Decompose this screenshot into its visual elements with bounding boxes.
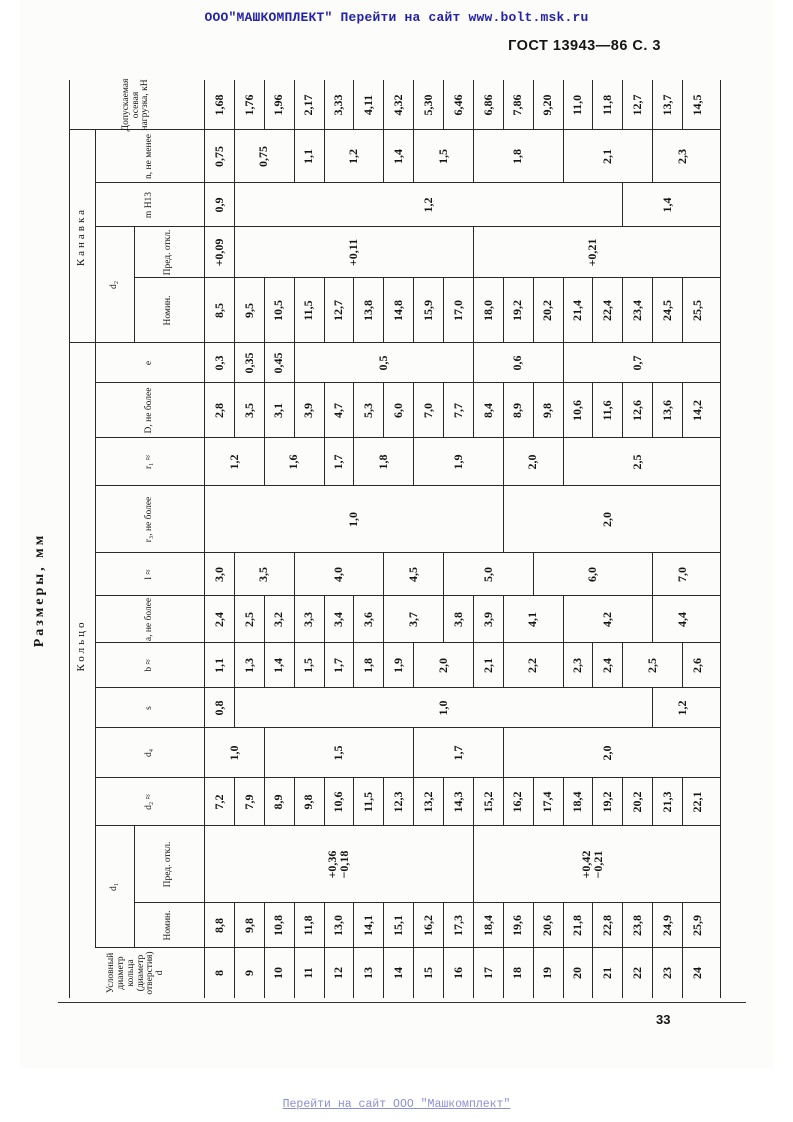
cell-dk_nom: 21,4: [570, 300, 585, 321]
cell-d2: 19,2: [600, 791, 615, 813]
cell-d1_nom: 24,9: [659, 915, 674, 936]
cell-D: 12,6: [630, 400, 645, 421]
cell-d1_nom: 14,1: [361, 915, 376, 936]
cell-e: 0,5: [375, 355, 390, 371]
header-d: Условный диаметр кольца (диаметр отверстия) d: [105, 951, 166, 995]
cell-dk_tol: +0,21: [585, 238, 600, 267]
cell-e: 0,3: [211, 355, 226, 371]
cell-load: 6,46: [450, 94, 465, 116]
cell-m: 1,2: [420, 197, 435, 213]
cell-n: 1,4: [390, 149, 405, 164]
cell-load: 5,30: [420, 94, 435, 116]
cell-D: 7,0: [420, 403, 435, 418]
cell-d: 15: [420, 967, 435, 979]
cell-d: 14: [390, 967, 405, 979]
ring-group-header: Кольцо: [75, 619, 88, 672]
cell-d4: 2,0: [600, 745, 615, 761]
cell-d: 11: [301, 967, 316, 979]
cell-load: 1,76: [241, 94, 256, 116]
cell-dk_nom: 14,8: [390, 300, 405, 321]
cell-d1_nom: 20,6: [540, 915, 555, 936]
header-groove-tol: Пред. откл.: [163, 229, 174, 276]
cell-load: 11,8: [600, 94, 615, 116]
cell-l: 4,0: [331, 567, 346, 582]
header-b: b ≈: [143, 659, 154, 672]
cell-b: 2,1: [480, 658, 495, 673]
cell-s: 1,2: [674, 700, 689, 716]
cell-dk_nom: 12,7: [331, 300, 346, 321]
cell-n: 0,75: [256, 146, 271, 167]
cell-d2: 7,9: [241, 794, 256, 810]
cell-load: 14,5: [689, 94, 704, 116]
header-n: n, не менее: [143, 134, 154, 179]
cell-a: 4,4: [674, 612, 689, 627]
cell-n: 1,5: [435, 149, 450, 164]
cell-d1_nom: 16,2: [420, 915, 435, 936]
cell-n: 0,75: [211, 146, 226, 167]
gost-reference: ГОСТ 13943—86 С. 3: [508, 38, 661, 54]
cell-d2: 10,6: [331, 791, 346, 813]
cell-r1: 1,9: [450, 454, 465, 470]
header-d1: d₁: [108, 882, 119, 892]
cell-d1_nom: 10,8: [271, 915, 286, 936]
cell-load: 1,68: [211, 94, 226, 116]
cell-dk_nom: 19,2: [510, 300, 525, 321]
cell-D: 8,4: [480, 403, 495, 418]
cell-load: 11,0: [570, 94, 585, 116]
header-e: e: [143, 360, 154, 366]
cell-e: 0,35: [241, 352, 256, 374]
bottom-rule: [58, 1002, 746, 1003]
cell-d: 21: [600, 967, 615, 979]
cell-s: 0,8: [211, 700, 226, 716]
cell-d: 20: [570, 967, 585, 979]
cell-d2: 22,1: [689, 791, 704, 813]
cell-dk_nom: 8,5: [211, 303, 226, 318]
cell-r1: 1,2: [226, 454, 241, 470]
cell-dk_nom: 23,4: [630, 300, 645, 321]
cell-dk_tol: +0,11: [346, 238, 361, 267]
cell-b: 1,1: [211, 658, 226, 673]
cell-b: 1,8: [361, 658, 376, 673]
cell-a: 3,3: [301, 612, 316, 627]
cell-D: 7,7: [450, 403, 465, 418]
cell-l: 4,5: [405, 567, 420, 582]
cell-a: 3,9: [480, 612, 495, 627]
cell-D: 6,0: [390, 403, 405, 418]
cell-a: 3,4: [331, 612, 346, 627]
cell-dk_nom: 17,0: [450, 300, 465, 321]
cell-n: 1,1: [301, 149, 316, 164]
cell-load: 4,11: [361, 94, 376, 116]
cell-dk_nom: 13,8: [361, 300, 376, 321]
cell-d: 9: [241, 970, 256, 976]
cell-d2: 18,4: [570, 791, 585, 813]
site-link[interactable]: ООО"МАШКОМПЛЕКТ" Перейти на сайт www.bolt.msk.ru: [204, 10, 589, 25]
header-groove-nom: Номин.: [163, 295, 174, 326]
cell-D: 3,9: [301, 403, 316, 418]
cell-e: 0,45: [271, 352, 286, 374]
footer-link[interactable]: Перейти на сайт ООО "Машкомплект": [282, 1098, 511, 1111]
cell-r3: 2,0: [600, 512, 615, 527]
header-d4: d₄: [143, 748, 154, 758]
cell-d2: 15,2: [480, 791, 495, 813]
header-m: m H13: [143, 191, 154, 219]
cell-r3: 1,0: [346, 512, 361, 527]
cell-e: 0,7: [630, 355, 645, 371]
cell-dk_tol: +0,09: [211, 238, 226, 267]
cell-d1_nom: 18,4: [480, 915, 495, 936]
cell-d2: 14,3: [450, 791, 465, 813]
cell-n: 2,3: [674, 149, 689, 164]
cell-d: 23: [659, 967, 674, 979]
cell-a: 2,5: [241, 612, 256, 627]
header-r3: r₃, не более: [143, 496, 154, 543]
cell-d: 8: [211, 970, 226, 976]
cell-b: 2,0: [435, 658, 450, 673]
cell-d: 24: [689, 967, 704, 979]
cell-D: 4,7: [331, 403, 346, 418]
cell-d2: 8,9: [271, 794, 286, 810]
cell-d2: 11,5: [361, 791, 376, 813]
cell-D: 11,6: [600, 400, 615, 421]
cell-dk_nom: 22,4: [600, 300, 615, 321]
cell-d1_tol: +0,42 −0,21: [578, 850, 606, 879]
cell-d1_nom: 17,3: [450, 915, 465, 936]
cell-l: 7,0: [674, 567, 689, 582]
cell-dk_nom: 20,2: [540, 300, 555, 321]
header-d1-tol: Пред. откл.: [163, 841, 174, 888]
cell-D: 13,6: [659, 400, 674, 421]
cell-dk_nom: 15,9: [420, 300, 435, 321]
table-bottom-rule: [720, 80, 721, 998]
cell-a: 2,4: [211, 612, 226, 627]
cell-d4: 1,0: [226, 745, 241, 761]
cell-d2: 9,8: [301, 794, 316, 810]
cell-d: 13: [361, 967, 376, 979]
cell-load: 7,86: [510, 94, 525, 116]
cell-D: 8,9: [510, 403, 525, 418]
cell-d1_tol: +0,36 −0,18: [324, 850, 352, 879]
cell-a: 3,8: [450, 612, 465, 627]
dimensions-table: [69, 80, 721, 998]
cell-r1: 2,0: [525, 454, 540, 470]
cell-d1_nom: 21,8: [570, 915, 585, 936]
cell-load: 6,86: [480, 94, 495, 116]
cell-d: 22: [630, 967, 645, 979]
cell-l: 6,0: [585, 567, 600, 582]
cell-b: 1,5: [301, 658, 316, 673]
cell-d4: 1,7: [450, 745, 465, 761]
cell-d: 19: [540, 967, 555, 979]
cell-r1: 1,8: [376, 454, 390, 470]
cell-d: 17: [480, 967, 495, 979]
cell-b: 2,3: [570, 658, 585, 673]
header-d1-nom: Номин.: [163, 910, 174, 941]
cell-D: 10,6: [570, 400, 585, 421]
cell-d: 10: [271, 967, 286, 979]
cell-dk_nom: 18,0: [480, 300, 495, 321]
cell-dk_nom: 10,5: [271, 300, 286, 321]
cell-s: 1,0: [435, 700, 450, 716]
cell-load: 1,96: [271, 94, 286, 116]
cell-D: 14,2: [689, 400, 704, 421]
cell-b: 1,4: [271, 658, 286, 673]
cell-r1: 1,6: [286, 454, 301, 470]
header-D: D, не более: [143, 387, 154, 434]
cell-d1_nom: 19,6: [510, 915, 525, 936]
cell-d2: 17,4: [540, 791, 555, 813]
cell-d2: 7,2: [211, 794, 226, 810]
cell-load: 4,32: [390, 94, 405, 116]
cell-n: 2,1: [600, 149, 615, 164]
header-l: l ≈: [143, 569, 154, 580]
cell-b: 2,5: [644, 658, 659, 673]
cell-b: 2,6: [689, 658, 704, 673]
cell-b: 1,9: [390, 658, 405, 673]
cell-dk_nom: 9,5: [241, 303, 256, 318]
cell-D: 5,3: [361, 403, 376, 418]
cell-d1_nom: 11,8: [301, 915, 316, 936]
cell-dk_nom: 25,5: [689, 300, 704, 321]
cell-m: 1,4: [659, 197, 674, 213]
dimensions-title: Размеры, мм: [32, 532, 47, 648]
cell-d2: 16,2: [510, 791, 525, 813]
cell-a: 3,7: [405, 612, 420, 627]
cell-d: 16: [450, 967, 465, 979]
cell-d1_nom: 25,9: [689, 915, 704, 936]
cell-d1_nom: 9,8: [241, 918, 256, 933]
cell-d1_nom: 23,8: [630, 915, 645, 936]
cell-D: 3,1: [271, 403, 286, 418]
cell-load: 13,7: [659, 94, 674, 116]
cell-dk_nom: 24,5: [659, 300, 674, 321]
cell-m: 0,9: [211, 197, 226, 213]
cell-d4: 1,5: [331, 745, 346, 761]
cell-D: 9,8: [540, 403, 555, 418]
header-r1: r₁ ≈: [143, 454, 154, 470]
cell-l: 5,0: [480, 567, 495, 582]
cell-D: 2,8: [211, 403, 226, 418]
cell-d2: 20,2: [630, 791, 645, 813]
header-a: a, не более: [143, 597, 154, 642]
header-d2: d₂ ≈: [143, 794, 154, 810]
cell-b: 1,3: [241, 658, 256, 673]
cell-e: 0,6: [510, 355, 525, 371]
cell-r1: 2,5: [630, 454, 645, 470]
header-groove-d: d₂: [108, 280, 119, 290]
cell-b: 2,4: [600, 658, 615, 673]
cell-a: 3,6: [361, 612, 376, 627]
cell-d1_nom: 22,8: [600, 915, 615, 936]
header-s: s: [143, 706, 154, 710]
cell-d1_nom: 15,1: [390, 915, 405, 936]
cell-b: 1,7: [331, 658, 346, 673]
cell-load: 9,20: [540, 94, 555, 116]
cell-r1: 1,7: [331, 454, 346, 470]
cell-l: 3,0: [211, 567, 226, 582]
cell-dk_nom: 11,5: [301, 300, 316, 321]
cell-n: 1,8: [510, 149, 525, 164]
cell-load: 12,7: [630, 94, 645, 116]
page-number: 33: [656, 1012, 671, 1027]
cell-d1_nom: 13,0: [331, 915, 346, 936]
cell-a: 3,2: [271, 612, 286, 627]
dimensions-table-frame: [69, 80, 721, 998]
cell-D: 3,5: [241, 403, 256, 418]
cell-d2: 21,3: [659, 791, 674, 813]
cell-load: 2,17: [301, 94, 316, 116]
header-load: Допускаемая осевая нагрузка, кН: [120, 78, 151, 132]
cell-l: 3,5: [256, 567, 271, 582]
cell-d2: 12,3: [390, 791, 405, 813]
groove-group-header: Канавка: [75, 206, 88, 267]
cell-load: 3,33: [331, 94, 346, 116]
cell-d: 18: [510, 967, 525, 979]
cell-d1_nom: 8,8: [211, 918, 226, 933]
cell-d: 12: [331, 967, 346, 979]
cell-a: 4,2: [600, 612, 615, 627]
cell-b: 2,2: [525, 658, 540, 673]
cell-n: 1,2: [346, 149, 361, 164]
cell-d2: 13,2: [420, 791, 435, 813]
cell-a: 4,1: [525, 612, 540, 627]
